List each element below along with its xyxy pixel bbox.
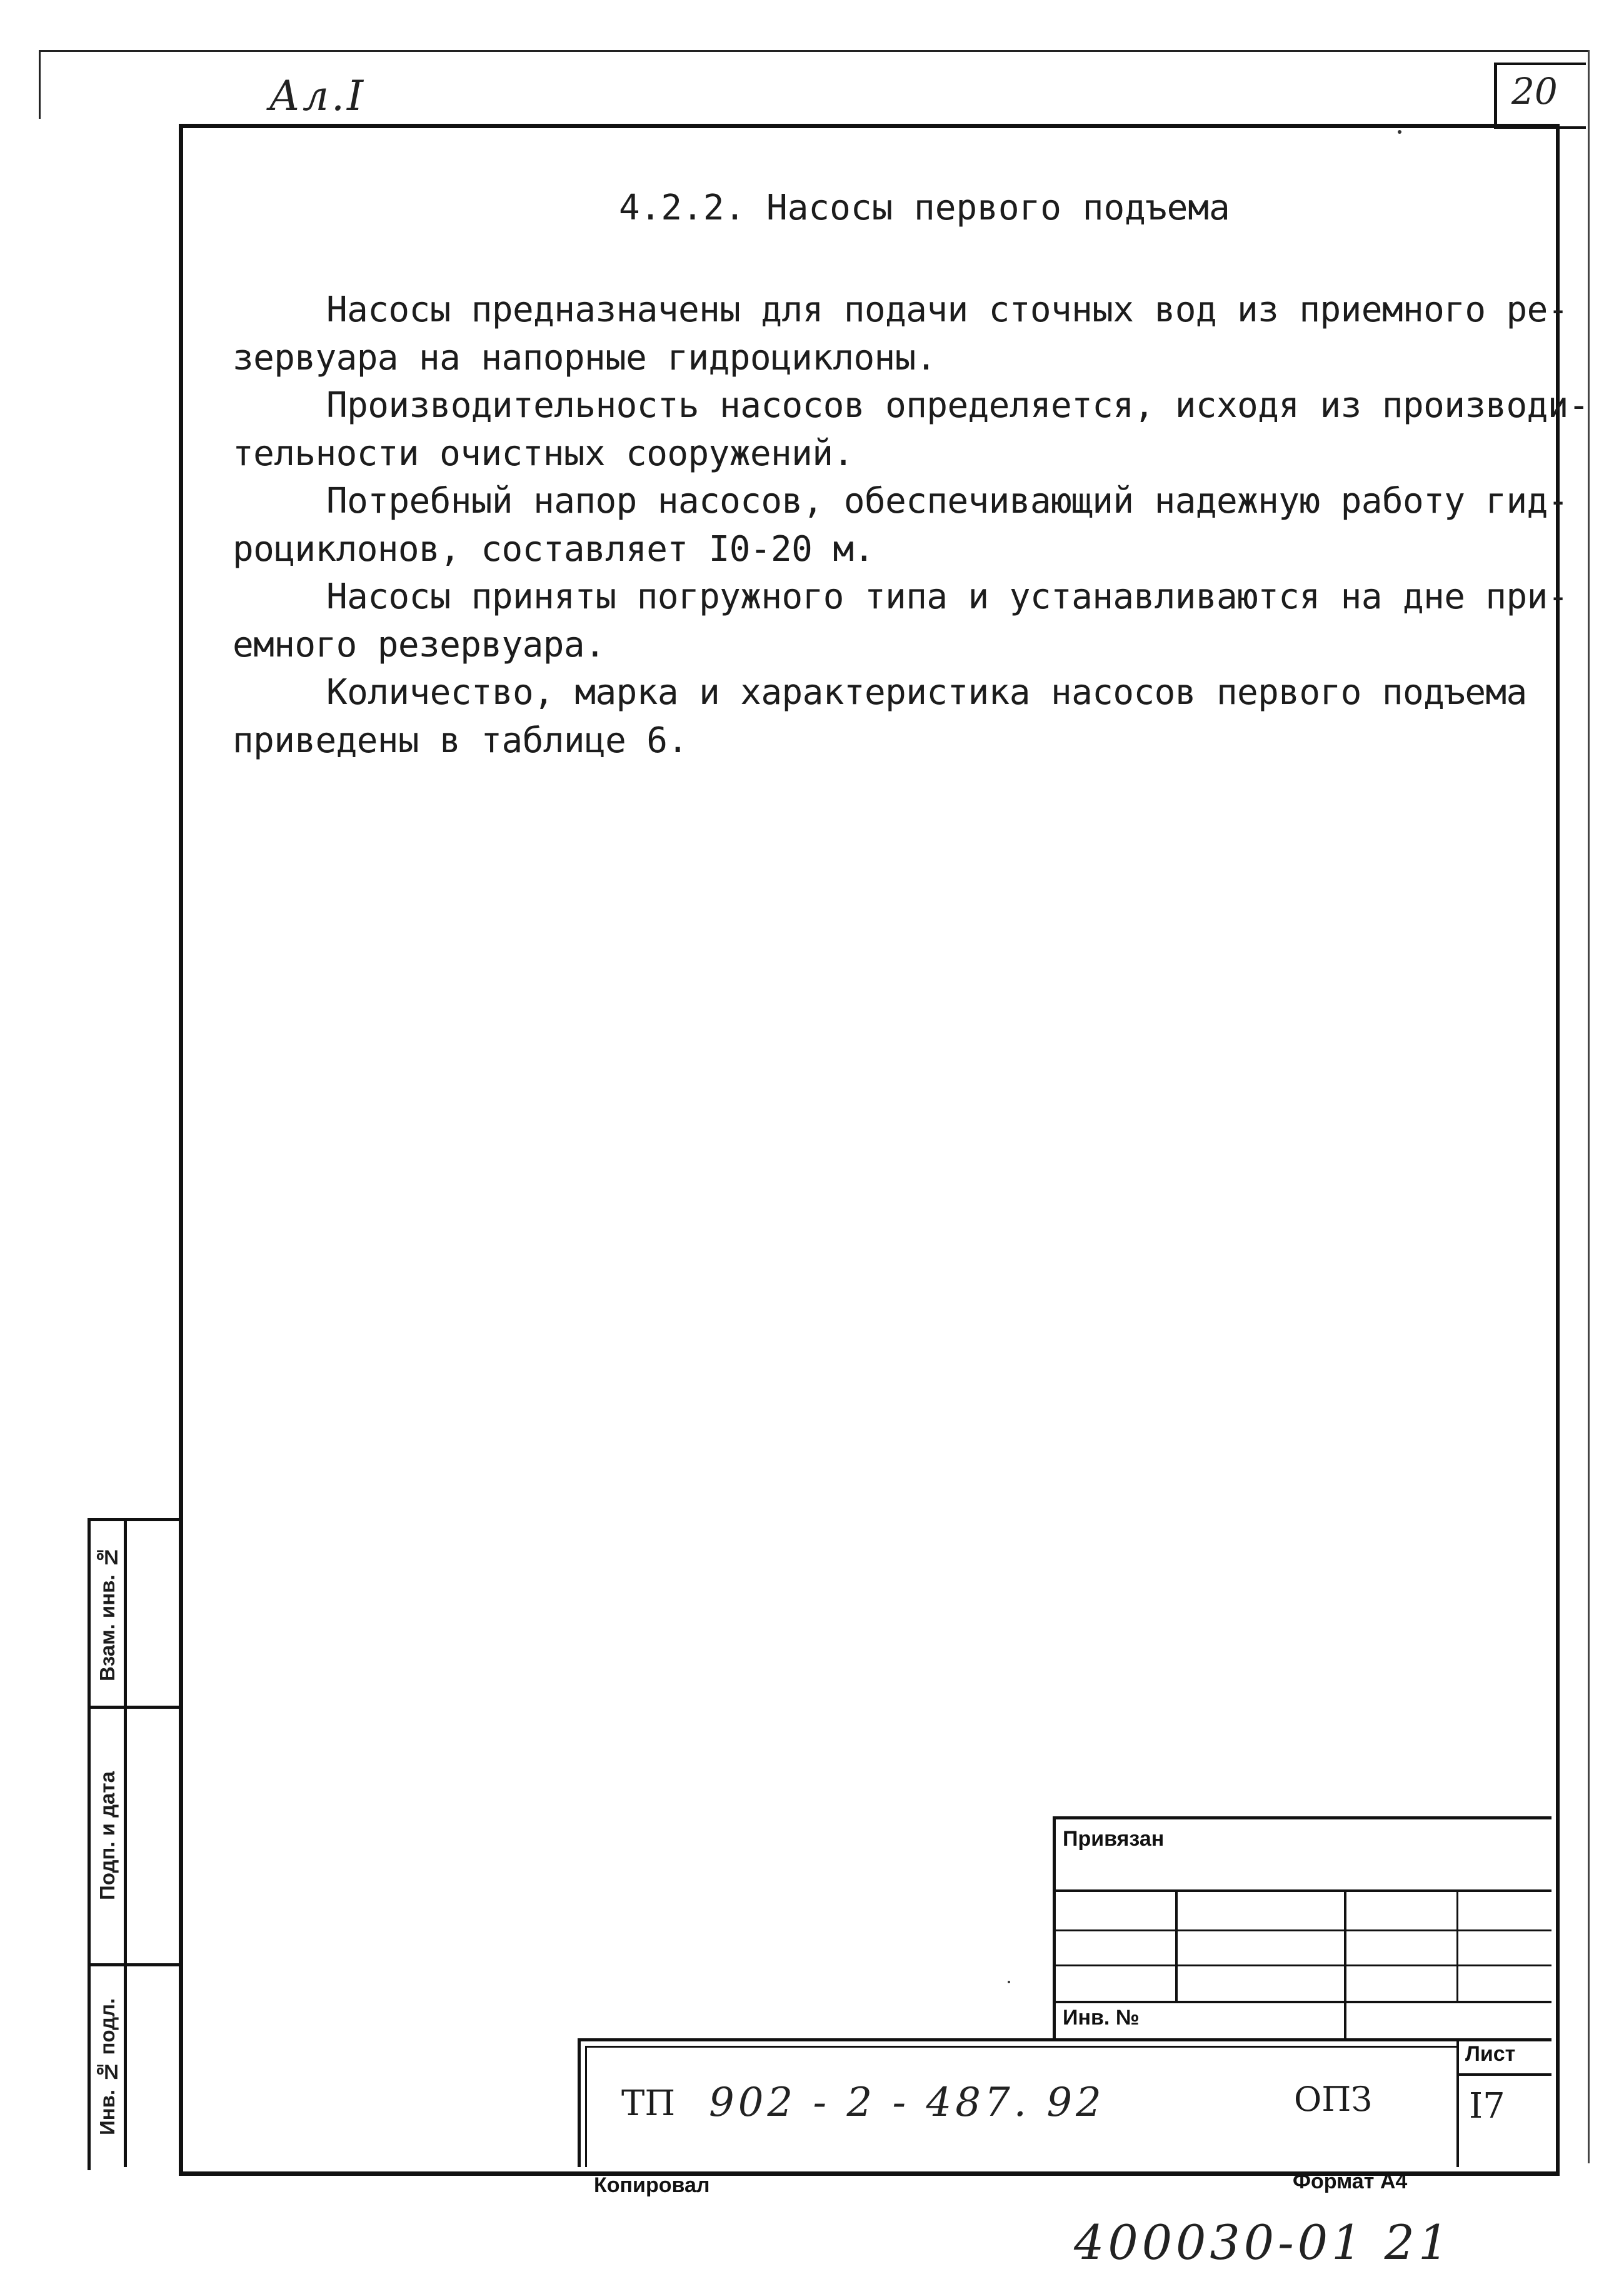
title-block-line <box>585 2046 587 2167</box>
album-mark: Ал.I <box>269 72 366 120</box>
body-line: Производительность насосов определяется, исходя из производи- <box>326 385 1590 426</box>
title-block-line <box>1053 1929 1551 1931</box>
doc-code: ОПЗ <box>1294 2080 1373 2119</box>
sheet-number: I7 <box>1469 2086 1505 2126</box>
sheet-label: Лист <box>1465 2042 1516 2066</box>
body-line: приведены в таблице 6. <box>233 720 688 761</box>
sheet-left-edge <box>39 50 41 119</box>
title-block-line <box>1456 1889 1458 2001</box>
title-block-line <box>1053 1965 1551 1966</box>
title-block-line <box>585 2046 1456 2048</box>
archive-number: 400030-01 21 <box>1074 2215 1453 2270</box>
sheet-right-edge <box>1588 50 1590 2163</box>
title-block-line <box>1344 1889 1346 2040</box>
body-line: тельности очистных сооружений. <box>233 433 854 474</box>
title-block-border <box>578 2038 581 2167</box>
body-line: Насосы приняты погружного типа и устанавливаются на дне при- <box>326 576 1568 617</box>
side-stamp-divider <box>88 1706 179 1709</box>
vzam-inv-label: Взам. инв. № <box>96 1546 119 1682</box>
doc-number: 902 - 2 - 487. 92 <box>709 2080 1105 2126</box>
side-stamp-divider <box>88 1963 179 1966</box>
title-block-border <box>1053 1816 1056 2040</box>
title-block-border <box>1053 1816 1551 1819</box>
privyazan-label: Привязан <box>1063 1827 1165 1851</box>
body-line: емного резервуара. <box>233 624 606 665</box>
title-block-line <box>1175 1889 1178 2001</box>
body-line: зервуара на напорные гидроциклоны. <box>233 337 936 378</box>
sheet-top-edge <box>39 50 1588 52</box>
scan-speck <box>1008 1981 1010 1983</box>
side-stamp-divider <box>124 1518 127 2167</box>
body-line: Насосы предназначены для подачи сточных вод из приемного ре- <box>326 289 1568 330</box>
body-line: Потребный напор насосов, обеспечивающий надежную работу гид- <box>326 481 1568 521</box>
body-line: Количество, марка и характеристика насосов первого подъема <box>326 672 1527 713</box>
inv-number-label: Инв. № <box>1063 2006 1140 2030</box>
inv-podl-label: Инв. № подл. <box>96 1998 119 2135</box>
podp-data-label: Подп. и дата <box>96 1771 119 1900</box>
format-label: Формат А4 <box>1293 2170 1408 2193</box>
body-line: роциклонов, составляет I0-20 м. <box>233 528 875 570</box>
title-block-line <box>1053 2001 1551 2003</box>
doc-prefix: ТП <box>621 2083 676 2124</box>
scan-speck <box>1398 130 1401 134</box>
kopiroval-label: Копировал <box>594 2173 710 2197</box>
title-block-border <box>578 2038 1551 2041</box>
section-body <box>233 286 1590 765</box>
title-block-line <box>1456 2038 1459 2167</box>
page-number: 20 <box>1511 70 1558 113</box>
section-heading: 4.2.2. Насосы первого подъема <box>619 188 1230 228</box>
title-block-line <box>1456 2073 1551 2076</box>
title-block-line <box>1053 1889 1551 1892</box>
